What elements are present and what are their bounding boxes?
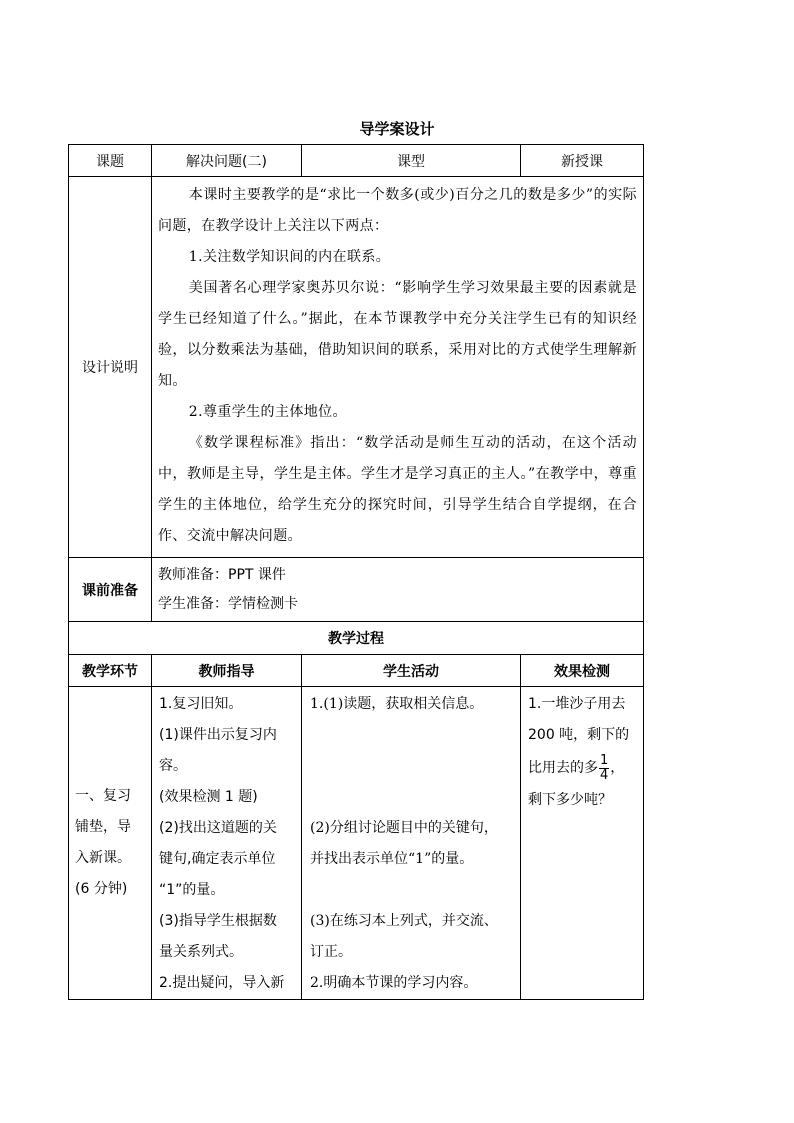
check-line-fraction xyxy=(528,751,637,785)
activity-line: 并找出表示单位“1”的量。 xyxy=(310,851,474,867)
topic-value: 解决问题(二) xyxy=(152,145,302,177)
activity-line: (3)在练习本上列式，并交流、 xyxy=(310,913,498,929)
check-line: 剩下多少吨？ xyxy=(528,792,612,808)
design-paragraph: 美国著名心理学家奥苏贝尔说：“影响学生学习效果最主要的因素就是学生已经知道了什么。”据此，在本节课教学中充分关注学生已有的知识经验，以分数乘法为基础，借助知识间的联系，采用对比的方式使学生理解新知。 xyxy=(158,280,637,389)
header-row xyxy=(69,145,644,177)
guide-line: (3)指导学生根据数 xyxy=(159,913,277,929)
stage-line: 铺垫，导 xyxy=(75,819,131,835)
topic-label: 课题 xyxy=(69,145,152,177)
stage-line: 一、复习 xyxy=(75,788,131,804)
fraction-numerator: 1 xyxy=(600,752,609,768)
process-heading: 教学过程 xyxy=(69,622,644,655)
column-header-stage: 教学环节 xyxy=(69,655,152,687)
student-prep: 学生准备：学情检测卡 xyxy=(158,595,298,612)
fraction xyxy=(599,754,609,783)
design-paragraph: 本课时主要教学的是“求比一个数多(或少)百分之几的数是多少”的实际问题，在教学设计上关注以下两点： xyxy=(158,187,637,234)
activity-spacer xyxy=(310,751,514,782)
process-columns-row xyxy=(69,655,644,687)
column-header-check: 效果检测 xyxy=(521,655,644,687)
guide-line: 1.复习旧知。 xyxy=(159,696,243,712)
design-point-2: 2.尊重学生的主体地位。 xyxy=(188,404,347,420)
guide-line: (效果检测 1 题) xyxy=(159,789,258,805)
guide-line: 键句,确定表示单位 xyxy=(159,851,276,867)
column-header-student: 学生活动 xyxy=(302,655,521,687)
prep-label: 课前准备 xyxy=(69,558,152,622)
effect-check-cell xyxy=(521,687,644,1000)
check-text: ， xyxy=(610,760,625,776)
activity-line: 订正。 xyxy=(310,944,352,960)
check-line: 200 吨，剩下的 xyxy=(528,727,630,743)
guide-line: 2.提出疑问，导入新 xyxy=(159,975,285,991)
activity-line: (2)分组讨论题目中的关键句， xyxy=(310,820,498,836)
type-label: 课型 xyxy=(302,145,521,177)
student-activity-cell xyxy=(302,687,521,1000)
activity-line: 1.(1)读题，获取相关信息。 xyxy=(310,696,484,712)
activity-line: 2.明确本节课的学习内容。 xyxy=(310,975,478,991)
process-row-review xyxy=(69,687,644,1000)
design-point-1: 1.关注数学知识间的内在联系。 xyxy=(188,249,391,265)
teacher-guide-cell xyxy=(152,687,302,1000)
document-title: 导学案设计 xyxy=(359,120,435,138)
activity-spacer xyxy=(310,875,514,906)
guide-line: (2)找出这道题的关 xyxy=(159,820,277,836)
guide-line: “1”的量。 xyxy=(159,882,225,898)
stage-line: 入新课。 xyxy=(75,850,131,866)
guide-line: 量关系列式。 xyxy=(159,944,243,960)
design-paragraph: 《数学课程标准》指出：“数学活动是师生互动的活动，在这个活动中，教师是主导，学生是主体。学生才是学习真正的主人。”在教学中，尊重学生的主体地位，给学生充分的探究时间，引导学生结合自学提纲，在合作、交流中解决问题。 xyxy=(158,435,637,544)
stage-line: (6 分钟) xyxy=(75,881,128,897)
process-heading-row xyxy=(69,622,644,655)
prep-content xyxy=(152,558,644,622)
lesson-plan-table xyxy=(68,144,644,1000)
check-text: 比用去的多 xyxy=(528,760,598,776)
column-header-teacher: 教师指导 xyxy=(152,655,302,687)
guide-line: (1)课件出示复习内 xyxy=(159,727,277,743)
activity-spacer xyxy=(310,720,514,751)
design-row xyxy=(69,177,644,558)
prep-row xyxy=(69,558,644,622)
guide-line: 容。 xyxy=(159,758,187,774)
check-line: 1.一堆沙子用去 xyxy=(528,696,626,712)
stage-cell xyxy=(69,687,152,1000)
design-content xyxy=(152,177,644,558)
activity-spacer xyxy=(310,782,514,813)
type-value: 新授课 xyxy=(521,145,644,177)
teacher-prep: 教师准备：PPT 课件 xyxy=(158,566,286,583)
fraction-denominator: 4 xyxy=(600,767,609,783)
design-label: 设计说明 xyxy=(69,177,152,558)
